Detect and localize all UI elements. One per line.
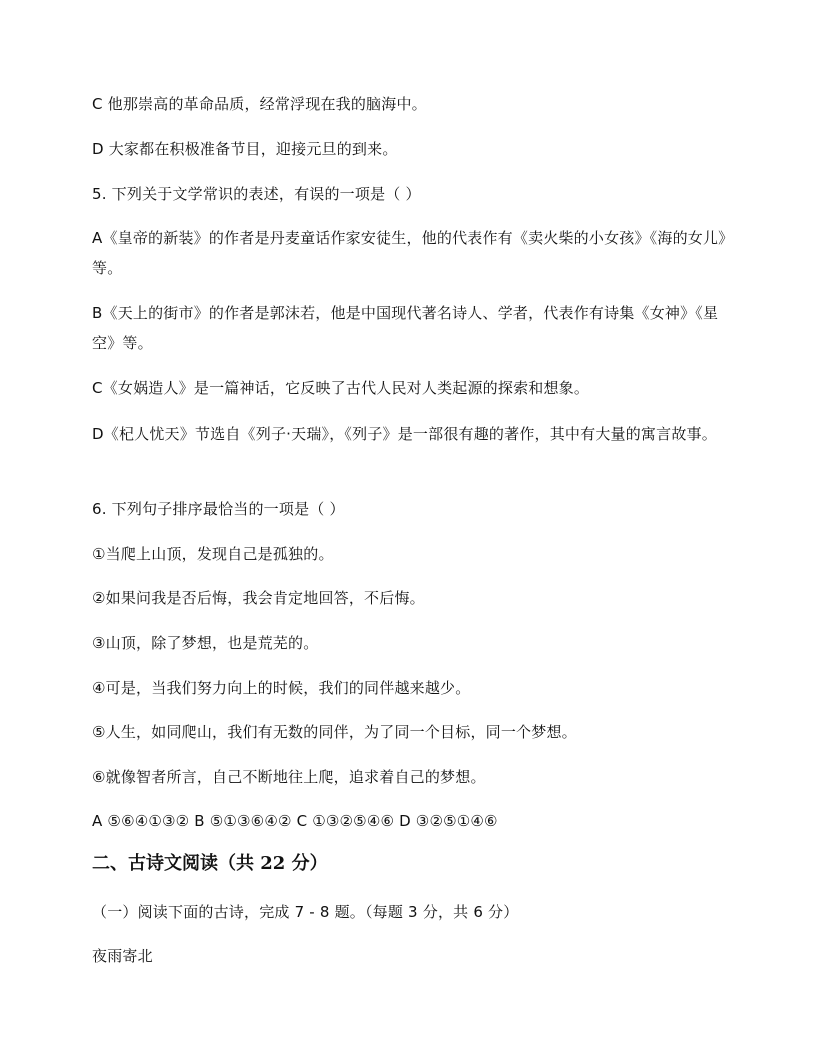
question-5-option-d: D《杞人忧天》节选自《列子·天瑞》，《列子》是一部很有趣的著作，其中有大量的寓言故事。: [92, 425, 717, 443]
sentence-5: ⑤人生，如同爬山，我们有无数的同伴，为了同一个目标，同一个梦想。: [92, 723, 577, 741]
sentence-6: ⑥就像智者所言，自己不断地往上爬，追求着自己的梦想。: [92, 768, 486, 786]
question-5-option-b: B《天上的街市》的作者是郭沫若，他是中国现代著名诗人、学者，代表作有诗集《女神》《星空》等。: [92, 304, 719, 352]
question-5-stem: 5. 下列关于文学常识的表述，有误的一项是（ ）: [92, 185, 421, 203]
sentence-2: ②如果问我是否后悔，我会肯定地回答，不后悔。: [92, 589, 425, 607]
sentence-4: ④可是，当我们努力向上的时候，我们的同伴越来越少。: [92, 679, 471, 697]
sentence-3: ③山顶，除了梦想，也是荒芜的。: [92, 634, 319, 652]
question-5-option-a: A《皇帝的新装》的作者是丹麦童话作家安徒生，他的代表作有《卖火柴的小女孩》《海的女儿》等。: [92, 229, 726, 277]
poem-title: 夜雨寄北: [92, 947, 153, 965]
sentence-1: ①当爬上山顶，发现自己是孤独的。: [92, 545, 334, 563]
section-2-heading: 二、古诗文阅读（共 22 分）: [92, 853, 328, 874]
option-d-sentence: D 大家都在积极准备节目，迎接元旦的到来。: [92, 140, 398, 158]
option-c-sentence: C 他那崇高的革命品质，经常浮现在我的脑海中。: [92, 95, 427, 113]
subsection-1-instructions: （一）阅读下面的古诗，完成 7 - 8 题。（每题 3 分，共 6 分）: [92, 903, 519, 921]
question-6-stem: 6. 下列句子排序最恰当的一项是（ ）: [92, 500, 345, 518]
question-5-option-c: C《女娲造人》是一篇神话，它反映了古代人民对人类起源的探索和想象。: [92, 379, 590, 397]
question-6-options: A ⑤⑥④①③② B ⑤①③⑥④② C ①③②⑤④⑥ D ③②⑤①④⑥: [92, 812, 498, 830]
